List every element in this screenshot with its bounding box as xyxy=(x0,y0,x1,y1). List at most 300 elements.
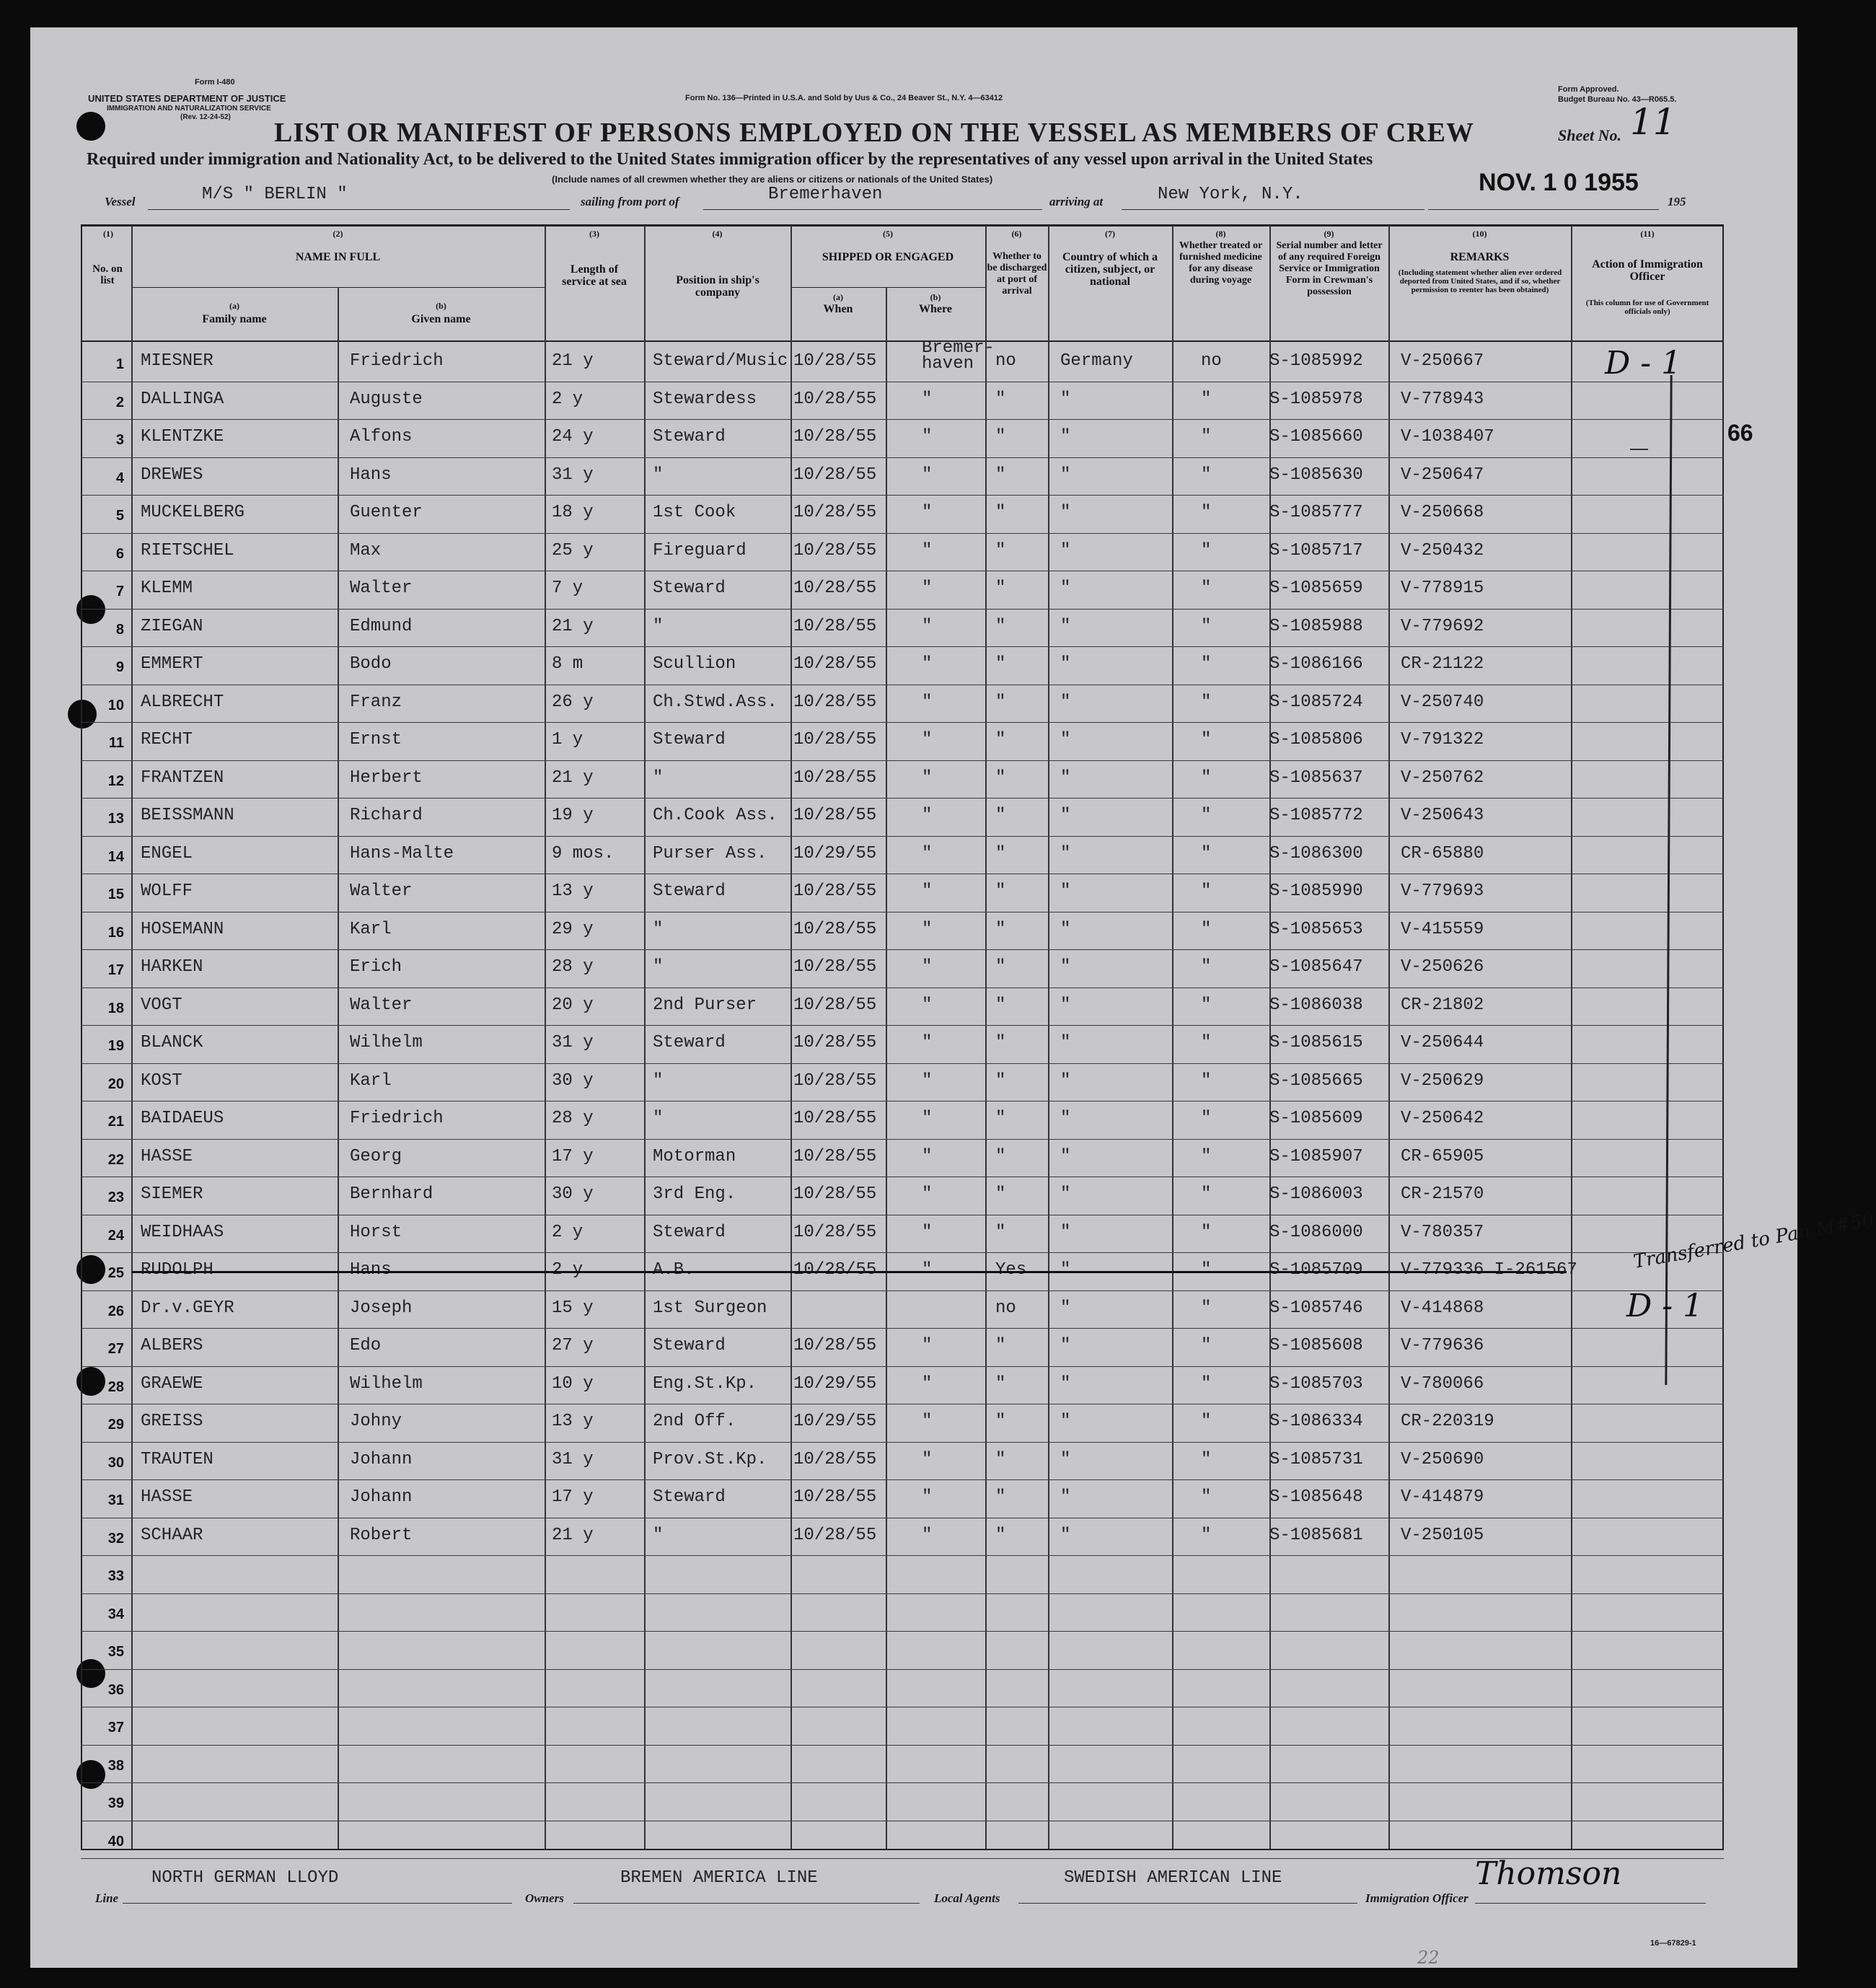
cell-when: 10/28/55 xyxy=(793,427,877,447)
cell-where: " xyxy=(922,579,933,598)
cell-family: Dr.v.GEYR xyxy=(141,1298,234,1318)
cell-discharge: " xyxy=(995,957,1006,977)
cell-remarks: V-250643 xyxy=(1401,806,1484,825)
cell-country: " xyxy=(1060,616,1071,636)
sheet-label: Sheet No. xyxy=(1558,126,1621,144)
cell-country: " xyxy=(1060,730,1071,749)
cell-service: 2 y xyxy=(552,1260,584,1280)
revision: (Rev. 12-24-52) xyxy=(180,113,231,121)
cell-given: Guenter xyxy=(350,503,423,522)
cell-remarks: V-250762 xyxy=(1401,768,1484,788)
cell-service: 13 y xyxy=(552,1412,594,1431)
cell-remarks: V-779636 xyxy=(1401,1336,1484,1355)
cell-service: 2 y xyxy=(552,389,584,409)
cell-service: 7 y xyxy=(552,579,584,598)
cell-serial: S-1085630 xyxy=(1269,465,1363,485)
cell-where: " xyxy=(922,730,933,749)
cell-serial: S-1085681 xyxy=(1269,1525,1363,1545)
cell-service: 9 mos. xyxy=(552,843,615,863)
cell-family: KOST xyxy=(141,1070,182,1091)
cell-where: " xyxy=(922,654,933,674)
cell-discharge: " xyxy=(995,579,1006,598)
cell-country: " xyxy=(1060,654,1071,674)
cell-serial: S-1085653 xyxy=(1269,919,1363,939)
col-position: Position in ship's company xyxy=(676,274,759,299)
cell-discharge: no xyxy=(995,1298,1016,1318)
cell-serial: S-1085724 xyxy=(1269,692,1363,712)
cell-serial: S-1085806 xyxy=(1269,730,1363,749)
cell-where: " xyxy=(922,1412,933,1431)
cell-where: " xyxy=(922,1260,933,1280)
cell-remarks: V-779693 xyxy=(1401,881,1484,901)
form-code: 16—67829-1 xyxy=(1650,1939,1696,1948)
row-rule xyxy=(81,1555,1724,1556)
cell-remarks: CR-21802 xyxy=(1401,995,1484,1015)
cell-service: 19 y xyxy=(552,806,594,825)
cell-given: Karl xyxy=(350,1070,392,1091)
cell-given: Hans xyxy=(350,465,392,485)
form-number: Form I-480 xyxy=(195,78,235,87)
cell-given: Joseph xyxy=(350,1298,413,1318)
cell-medicine: " xyxy=(1201,1184,1212,1204)
cell-medicine: " xyxy=(1201,957,1212,977)
cell-family: RUDOLPH xyxy=(141,1260,213,1280)
cell-remarks: V-414868 xyxy=(1401,1298,1484,1318)
cell-remarks: V-250667 xyxy=(1401,351,1484,371)
cell-medicine: " xyxy=(1201,540,1212,560)
cell-service: 15 y xyxy=(552,1298,594,1318)
cell-discharge: " xyxy=(995,768,1006,788)
cell-when: 10/28/55 xyxy=(793,730,877,749)
cell-serial: S-1085665 xyxy=(1269,1070,1363,1091)
row-rule xyxy=(81,1631,1724,1632)
cell-position: Fireguard xyxy=(653,540,747,560)
cell-serial: S-1086166 xyxy=(1269,654,1363,674)
cell-when: 10/28/55 xyxy=(793,1146,877,1166)
row-number: 30 xyxy=(107,1454,124,1471)
cell-position: Ch.Stwd.Ass. xyxy=(653,692,778,712)
agents-label: Local Agents xyxy=(934,1891,1000,1905)
cell-discharge: " xyxy=(995,1033,1006,1052)
cell-serial: S-1086000 xyxy=(1269,1222,1363,1242)
cell-remarks: V-779336 I-261567 xyxy=(1401,1260,1577,1280)
cell-when: 10/28/55 xyxy=(793,1260,877,1280)
col-5a: (a) xyxy=(833,292,843,302)
cell-service: 27 y xyxy=(552,1336,594,1355)
cell-discharge: " xyxy=(995,389,1006,409)
cell-position: Steward xyxy=(653,730,726,749)
cell-where: " xyxy=(922,1525,933,1545)
row-rule xyxy=(81,1745,1724,1746)
row-rule xyxy=(81,1593,1724,1594)
cell-family: ENGEL xyxy=(141,843,193,863)
col-num-5: (5) xyxy=(883,229,893,239)
cell-country: " xyxy=(1060,1184,1071,1204)
cell-serial: S-1085709 xyxy=(1269,1260,1363,1280)
cell-family: FRANTZEN xyxy=(141,768,224,788)
col-num-10: (10) xyxy=(1472,229,1487,239)
cell-serial: S-1085703 xyxy=(1269,1373,1363,1394)
cell-family: HARKEN xyxy=(141,957,203,977)
row-rule xyxy=(81,1290,1724,1291)
cell-where: " xyxy=(922,540,933,560)
cell-remarks: V-414879 xyxy=(1401,1487,1484,1507)
cell-family: BAIDAEUS xyxy=(141,1109,224,1128)
agents-underline xyxy=(1018,1903,1357,1904)
officer-underline xyxy=(1475,1903,1706,1904)
col-serial: Serial number and letter of any required Foreign Service or Immigration Form in Crewman's possession xyxy=(1276,240,1383,297)
row-number: 5 xyxy=(115,508,124,524)
cell-service: 28 y xyxy=(552,957,594,977)
cell-country: " xyxy=(1060,881,1071,901)
cell-when: 10/28/55 xyxy=(793,957,877,977)
cell-service: 21 y xyxy=(552,1525,594,1545)
cell-medicine: " xyxy=(1201,1260,1212,1280)
cell-where: " xyxy=(922,692,933,712)
cell-given: Johann xyxy=(350,1449,413,1469)
row-number: 34 xyxy=(107,1606,124,1622)
cell-medicine: " xyxy=(1201,616,1212,636)
cell-position: 3rd Eng. xyxy=(653,1184,736,1204)
cell-when: 10/29/55 xyxy=(793,1373,877,1394)
cell-where: " xyxy=(922,1146,933,1166)
row-number: 36 xyxy=(107,1681,124,1698)
row-rule xyxy=(81,1479,1724,1480)
cell-service: 25 y xyxy=(552,540,594,560)
cell-position: Eng.St.Kp. xyxy=(653,1373,757,1394)
row-number: 3 xyxy=(115,432,124,448)
line-label: Line xyxy=(95,1891,119,1905)
department-name: UNITED STATES DEPARTMENT OF JUSTICE xyxy=(88,93,286,104)
cell-country: Germany xyxy=(1060,351,1133,371)
row-number: 16 xyxy=(107,924,124,941)
cell-country: " xyxy=(1060,1298,1071,1318)
row-number: 15 xyxy=(107,887,124,902)
cell-medicine: " xyxy=(1201,995,1212,1015)
row-rule xyxy=(81,533,1724,534)
cell-remarks: CR-220319 xyxy=(1401,1412,1494,1431)
cell-remarks: CR-21122 xyxy=(1401,654,1484,674)
cell-when: 10/28/55 xyxy=(793,540,877,560)
punch-hole xyxy=(76,112,105,141)
cell-given: Herbert xyxy=(350,768,423,788)
cell-where: " xyxy=(922,806,933,825)
row-number: 9 xyxy=(115,659,124,675)
cell-position: " xyxy=(653,1109,664,1128)
cell-given: Edo xyxy=(350,1336,382,1355)
cell-remarks: V-250626 xyxy=(1401,957,1484,977)
cell-position: Steward xyxy=(653,1033,726,1052)
row-number: 4 xyxy=(115,470,124,486)
cell-family: BLANCK xyxy=(141,1033,203,1052)
cell-country: " xyxy=(1060,806,1071,825)
row-number: 10 xyxy=(107,697,124,713)
cell-position: 1st Cook xyxy=(653,503,736,522)
cell-given: Robert xyxy=(350,1525,413,1545)
cell-given: Johann xyxy=(350,1487,413,1507)
cell-serial: S-1086334 xyxy=(1269,1412,1363,1431)
cell-discharge: " xyxy=(995,465,1006,485)
cell-serial: S-1085660 xyxy=(1269,427,1363,447)
sheet-number: 11 xyxy=(1630,101,1676,143)
row-number: 25 xyxy=(107,1265,124,1281)
sailing-label: sailing from port of xyxy=(581,195,679,208)
cell-where: " xyxy=(922,1449,933,1469)
service-name: IMMIGRATION AND NATURALIZATION SERVICE xyxy=(107,105,271,113)
cell-medicine: " xyxy=(1201,768,1212,788)
cell-when: 10/29/55 xyxy=(793,843,877,863)
col-5b: (b) xyxy=(930,292,941,302)
local-agents: SWEDISH AMERICAN LINE xyxy=(1064,1868,1282,1888)
cell-service: 21 y xyxy=(552,351,594,371)
cell-where: " xyxy=(922,1070,933,1091)
cell-discharge: " xyxy=(995,654,1006,674)
cell-serial: S-1086300 xyxy=(1269,843,1363,863)
printer-line: Form No. 136—Printed in U.S.A. and Sold by Uus & Co., 24 Beaver St., N.Y. 4—63412 xyxy=(685,94,1003,102)
cell-service: 20 y xyxy=(552,995,594,1015)
cell-where: " xyxy=(922,1109,933,1128)
row-number: 20 xyxy=(107,1076,124,1092)
cell-given: Erich xyxy=(350,957,402,977)
cell-medicine: " xyxy=(1201,1033,1212,1052)
cell-service: 30 y xyxy=(552,1070,594,1091)
cell-position: Scullion xyxy=(653,654,736,674)
cell-service: 18 y xyxy=(552,503,594,522)
cell-country: " xyxy=(1060,1033,1071,1052)
cell-given: Friedrich xyxy=(350,351,444,371)
cell-medicine: " xyxy=(1201,654,1212,674)
col-country: Country of which a citizen, subject, or national xyxy=(1062,251,1158,288)
subtitle: Required under immigration and Nationality Act, to be delivered to the United States immigration officer by the representatives of any vessel upon arrival in the United States xyxy=(87,150,1373,169)
cell-country: " xyxy=(1060,768,1071,788)
cell-when: 10/28/55 xyxy=(793,1336,877,1355)
officer-signature: Thomson xyxy=(1475,1855,1622,1892)
cell-serial: S-1085647 xyxy=(1269,957,1363,977)
shipping-line: NORTH GERMAN LLOYD xyxy=(151,1868,339,1888)
cell-given: Friedrich xyxy=(350,1109,444,1128)
cell-discharge: " xyxy=(995,1412,1006,1431)
col-medicine: Whether treated or furnished medicine for any disease during voyage xyxy=(1179,240,1263,286)
cell-serial: S-1086038 xyxy=(1269,995,1363,1015)
cell-family: HOSEMANN xyxy=(141,919,224,939)
cell-medicine: " xyxy=(1201,1373,1212,1394)
cell-family: HASSE xyxy=(141,1487,193,1507)
cell-service: 31 y xyxy=(552,465,594,485)
cell-serial: S-1085978 xyxy=(1269,389,1363,409)
cell-country: " xyxy=(1060,579,1071,598)
cell-remarks: CR-65880 xyxy=(1401,843,1484,863)
cell-family: KLEMM xyxy=(141,579,193,598)
cell-service: 26 y xyxy=(552,692,594,712)
cell-family: ALBERS xyxy=(141,1336,203,1355)
cell-when: 10/28/55 xyxy=(793,1222,877,1242)
port-underline xyxy=(703,209,1042,210)
cell-discharge: " xyxy=(995,730,1006,749)
cell-service: 2 y xyxy=(552,1222,584,1242)
col-num-11: (11) xyxy=(1640,229,1655,239)
cell-country: " xyxy=(1060,692,1071,712)
cell-medicine: " xyxy=(1201,692,1212,712)
cell-when: 10/28/55 xyxy=(793,465,877,485)
cell-serial: S-1085637 xyxy=(1269,768,1363,788)
cell-given: Franz xyxy=(350,692,402,712)
row-number: 26 xyxy=(107,1303,124,1319)
col-no-on-list: No. on list xyxy=(92,263,123,286)
cell-where: " xyxy=(922,995,933,1015)
cell-position: " xyxy=(653,919,664,939)
cell-when: 10/28/55 xyxy=(793,351,877,371)
cell-serial: S-1085608 xyxy=(1269,1336,1363,1355)
cell-family: WOLFF xyxy=(141,881,193,901)
cell-position: " xyxy=(653,1070,664,1091)
year-label: 195 xyxy=(1668,195,1686,208)
page-title: LIST OR MANIFEST OF PERSONS EMPLOYED ON THE VESSEL AS MEMBERS OF CREW xyxy=(274,118,1474,148)
cell-discharge: Yes xyxy=(995,1260,1027,1280)
cell-service: 29 y xyxy=(552,919,594,939)
row-number: 19 xyxy=(107,1038,124,1054)
cell-medicine: " xyxy=(1201,1146,1212,1166)
cell-service: 1 y xyxy=(552,730,584,749)
subtitle-note: (Include names of all crewmen whether they are aliens or citizens or nationals of the United States) xyxy=(552,174,993,185)
cell-position: 2nd Purser xyxy=(653,995,757,1015)
cell-given: Ernst xyxy=(350,730,402,749)
cell-discharge: " xyxy=(995,503,1006,522)
cell-family: KLENTZKE xyxy=(141,427,224,447)
cell-where: " xyxy=(922,919,933,939)
officer-label: Immigration Officer xyxy=(1365,1891,1468,1905)
cell-country: " xyxy=(1060,1336,1071,1355)
cell-country: " xyxy=(1060,843,1071,863)
cell-when: 10/28/55 xyxy=(793,1033,877,1052)
cell-serial: S-1085615 xyxy=(1269,1033,1363,1052)
cell-family: SCHAAR xyxy=(141,1525,203,1545)
row-number: 33 xyxy=(107,1568,124,1584)
cell-where: " xyxy=(922,465,933,485)
cell-medicine: " xyxy=(1201,881,1212,901)
cell-discharge: " xyxy=(995,1222,1006,1242)
cell-discharge: " xyxy=(995,1449,1006,1469)
cell-position: Steward xyxy=(653,1336,726,1355)
cell-position: Steward/Music xyxy=(653,351,788,371)
budget-bureau: Budget Bureau No. 43—R065.5. xyxy=(1558,95,1677,104)
cell-serial: S-1085992 xyxy=(1269,351,1363,371)
cell-position: 1st Surgeon xyxy=(653,1298,767,1318)
cell-where: " xyxy=(922,843,933,863)
cell-medicine: " xyxy=(1201,427,1212,447)
cell-discharge: " xyxy=(995,919,1006,939)
owners: BREMEN AMERICA LINE xyxy=(620,1868,818,1888)
cell-remarks: V-779692 xyxy=(1401,616,1484,636)
transfer-note: Transferred to Pan M#50 xyxy=(1631,1209,1876,1273)
row-rule xyxy=(81,419,1724,420)
owners-underline xyxy=(573,1903,920,1904)
cell-serial: S-1086003 xyxy=(1269,1184,1363,1204)
cell-serial: S-1085772 xyxy=(1269,806,1363,825)
cell-serial: S-1085988 xyxy=(1269,616,1363,636)
cell-family: SIEMER xyxy=(141,1184,203,1204)
col-2b: (b) xyxy=(436,301,446,311)
cell-given: Karl xyxy=(350,919,392,939)
cell-given: Richard xyxy=(350,806,423,825)
row-number: 24 xyxy=(107,1227,124,1244)
cell-where: " xyxy=(922,881,933,901)
col-num-7: (7) xyxy=(1105,229,1115,239)
cell-medicine: " xyxy=(1201,389,1212,409)
cell-discharge: " xyxy=(995,692,1006,712)
row-number: 32 xyxy=(107,1530,124,1547)
row-rule xyxy=(81,457,1724,458)
action-note-d1: D - 1 xyxy=(1605,345,1682,382)
row-number: 2 xyxy=(115,394,124,410)
cell-medicine: " xyxy=(1201,1336,1212,1355)
cell-country: " xyxy=(1060,957,1071,977)
cell-where: " xyxy=(922,503,933,522)
cell-given: Horst xyxy=(350,1222,402,1242)
arrival-port: New York, N.Y. xyxy=(1158,185,1303,204)
cell-remarks: V-780066 xyxy=(1401,1373,1484,1394)
row-number: 18 xyxy=(107,1000,124,1016)
action-note-d2: D - 1 xyxy=(1626,1288,1704,1324)
row-rule xyxy=(81,1025,1724,1026)
cell-discharge: " xyxy=(995,1146,1006,1166)
cell-remarks: V-250690 xyxy=(1401,1449,1484,1469)
cell-given: Auguste xyxy=(350,389,423,409)
cell-medicine: " xyxy=(1201,806,1212,825)
year-underline xyxy=(1428,209,1659,210)
cell-country: " xyxy=(1060,427,1071,447)
cell-service: 17 y xyxy=(552,1146,594,1166)
cell-given: Edmund xyxy=(350,616,413,636)
cell-when: 10/28/55 xyxy=(793,919,877,939)
cell-family: DREWES xyxy=(141,465,203,485)
cell-where: " xyxy=(922,1373,933,1394)
vessel-name: M/S " BERLIN " xyxy=(202,185,348,204)
cell-given: Hans-Malte xyxy=(350,843,454,863)
cell-serial: S-1085731 xyxy=(1269,1449,1363,1469)
cell-position: 2nd Off. xyxy=(653,1412,736,1431)
cell-when: 10/28/55 xyxy=(793,881,877,901)
cell-discharge: " xyxy=(995,1184,1006,1204)
cell-medicine: " xyxy=(1201,919,1212,939)
cell-given: Hans xyxy=(350,1260,392,1280)
cell-given: Alfons xyxy=(350,427,413,447)
cell-remarks: V-250105 xyxy=(1401,1525,1484,1545)
col-num-1: (1) xyxy=(103,229,113,239)
cell-position: Steward xyxy=(653,1487,726,1507)
cell-remarks: V-250644 xyxy=(1401,1033,1484,1052)
cell-position: Steward xyxy=(653,881,726,901)
row-number: 31 xyxy=(107,1492,124,1508)
arrival-underline xyxy=(1122,209,1424,210)
cell-medicine: " xyxy=(1201,503,1212,522)
cell-country: " xyxy=(1060,465,1071,485)
cell-country: " xyxy=(1060,1449,1071,1469)
cell-family: DALLINGA xyxy=(141,389,224,409)
row-number: 1 xyxy=(115,356,124,372)
margin-number: 66 xyxy=(1727,420,1753,446)
row-number: 11 xyxy=(108,735,124,751)
cell-serial: S-1085990 xyxy=(1269,881,1363,901)
cell-service: 13 y xyxy=(552,881,594,901)
col-given-name: Given name xyxy=(411,313,471,325)
cell-remarks: V-250432 xyxy=(1401,540,1484,560)
cell-family: GREISS xyxy=(141,1412,203,1431)
row-number: 8 xyxy=(115,621,124,638)
cell-medicine: " xyxy=(1201,730,1212,749)
col-family-name: Family name xyxy=(202,313,267,325)
cell-discharge: " xyxy=(995,1525,1006,1545)
col-num-2: (2) xyxy=(333,229,343,239)
